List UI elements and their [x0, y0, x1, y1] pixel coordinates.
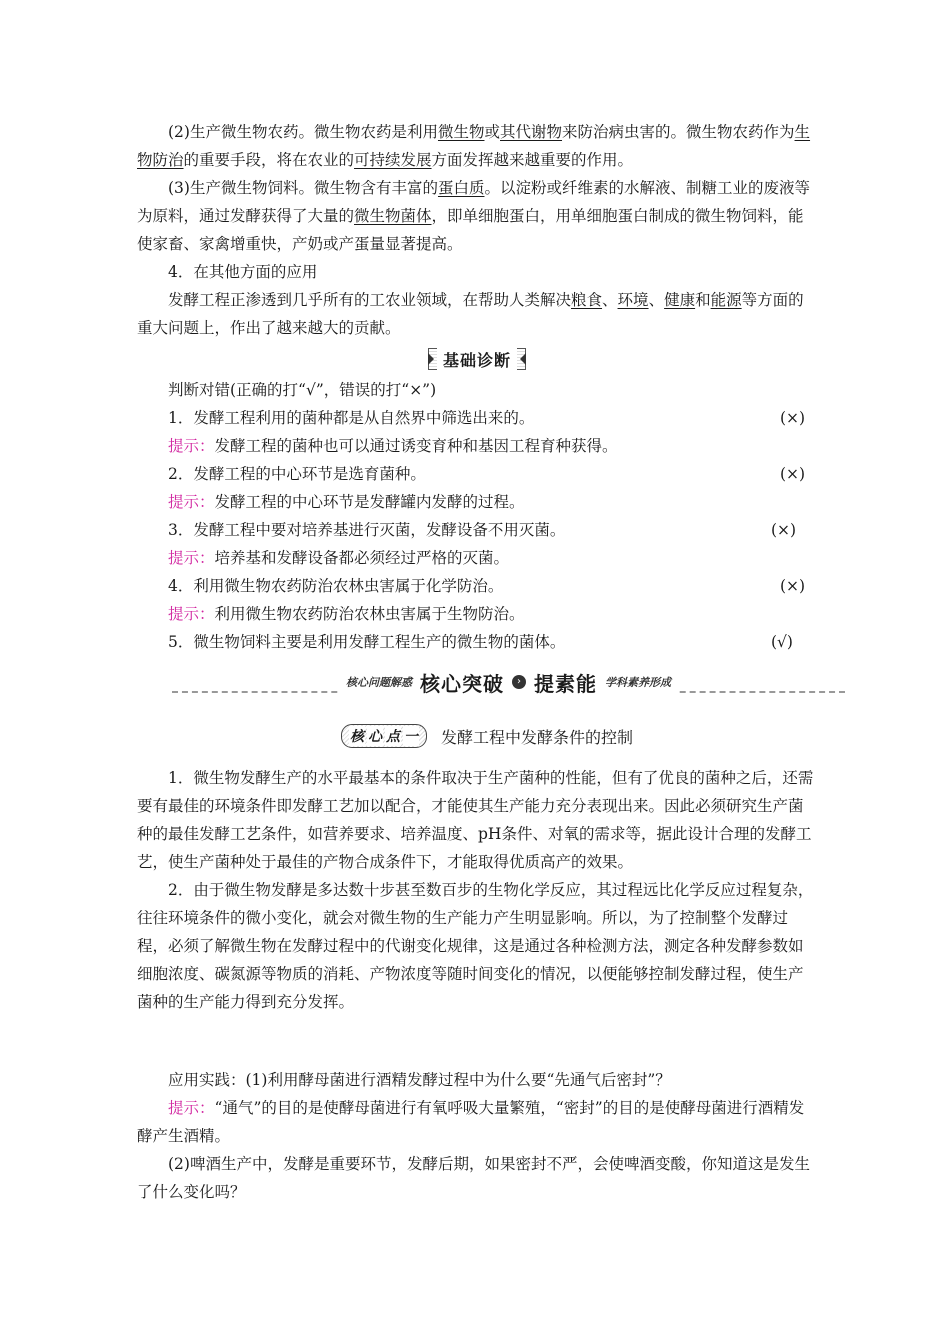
underlined-term: 生物防治	[137, 123, 811, 169]
tip-label: 提示：	[168, 493, 215, 511]
top-section	[137, 118, 817, 656]
banner-left-caption: 核心问题解惑	[346, 676, 412, 689]
paragraph-body-2: 2．由于微生物发酵是多达数十步甚至数百步的生物化学反应，其过程远比化学反应过程复杂，往往环境条件的微小变化，就会对微生物的生产能力产生明显影响。所以，为了控制整个发酵过程，必须了解微生物在发酵过程中的代谢变化规律，这是通过各种检测方法，测定各种发酵参数如细胞浓度、碳氮源等物质的消耗、产物浓度等随时间变化的情况，以便能够控制发酵过程，使生产菌种的生产能力得到充分发挥。	[137, 881, 814, 1011]
tip-line-3: 提示：培养基和发酵设备都必须经过严格的灭菌。	[168, 549, 510, 567]
underlined-term: 其代谢物	[500, 123, 563, 141]
answer-mark: (×)	[771, 521, 797, 539]
underlined-term: 可持续发展	[354, 151, 432, 169]
key-point-title: 发酵工程中发酵条件的控制	[441, 727, 634, 747]
answer-mark: (×)	[780, 577, 806, 595]
practice-tip-1: 提示：“通气”的目的是使酵母菌进行有氧呼吸大量繁殖，“密封”的目的是使酵母菌进行酒精发酵产生酒精。	[137, 1099, 805, 1145]
judgment-item-3	[137, 516, 817, 544]
practice-section	[137, 1066, 817, 1206]
answer-mark: (×)	[780, 409, 806, 427]
hexin-tupo-banner	[172, 667, 845, 697]
practice-question-2: (2)啤酒生产中，发酵是重要环节，发酵后期，如果密封不严，会使啤酒变酸，你知道这是发生了什么变化吗？	[137, 1155, 810, 1201]
judgment-instruction: 判断对错(正确的打“√”，错误的打“×”)	[168, 381, 437, 399]
underlined-term: 能源	[710, 291, 742, 309]
jichu-zhenduan-banner	[137, 342, 817, 376]
key-point-badge: 核 心 点 一	[341, 724, 427, 748]
judgment-item-2	[137, 460, 817, 488]
paragraph-microbial-pesticide: (2)生产微生物农药。微生物农药是利用微生物或其代谢物来防治病虫害的。微生物农药作为生物防治的重要手段，将在农业的可持续发展方面发挥越来越重要的作用。	[137, 123, 811, 169]
body-section	[137, 764, 817, 1016]
question-text: 5．微生物饲料主要是利用发酵工程生产的微生物的菌体。	[168, 633, 566, 651]
banner-right-caption: 学科素养形成	[605, 676, 671, 689]
banner-title-1: 核心突破	[420, 671, 504, 696]
answer-mark: (√)	[771, 633, 793, 651]
judgment-item-1	[137, 404, 817, 432]
underlined-term: 环境	[617, 291, 649, 309]
question-text: 2．发酵工程的中心环节是选育菌种。	[168, 465, 426, 483]
question-text: 4．利用微生物农药防治农林虫害属于化学防治。	[168, 577, 504, 595]
question-text: 3．发酵工程中要对培养基进行灭菌，发酵设备不用灭菌。	[168, 521, 566, 539]
banner-title: 基础诊断	[437, 348, 517, 371]
judgment-item-4	[137, 572, 817, 600]
paragraph-other-applications: 发酵工程正渗透到几乎所有的工农业领域，在帮助人类解决粮食、环境、健康和能源等方面的重大问题上，作出了越来越大的贡献。	[137, 291, 804, 337]
tip-label: 提示：	[168, 549, 215, 567]
tip-label: 提示：	[168, 605, 215, 623]
practice-question-1: 应用实践：(1)利用酵母菌进行酒精发酵过程中为什么要“先通气后密封”？	[168, 1071, 671, 1089]
underlined-term: 微生物	[437, 123, 485, 141]
answer-mark: (×)	[780, 465, 806, 483]
judgment-item-5	[137, 628, 817, 656]
tip-line-4: 提示：利用微生物农药防治农林虫害属于生物防治。	[168, 605, 525, 623]
underlined-term: 粮食	[571, 291, 603, 309]
tip-line-2: 提示：发酵工程的中心环节是发酵罐内发酵的过程。	[168, 493, 525, 511]
paragraph-body-1: 1．微生物发酵生产的水平最基本的条件取决于生产菌种的性能，但有了优良的菌种之后，还需要有最佳的环境条件即发酵工艺加以配合，才能使其生产能力充分表现出来。因此必须研究生产菌种的最佳发酵工艺条件，如营养要求、培养温度、pH条件、对氧的需求等，据此设计合理的发酵工艺，使生产菌种处于最佳的产物合成条件下，才能取得优质高产的效果。	[137, 769, 814, 871]
underlined-term: 微生物菌体	[354, 207, 432, 225]
tip-line-1: 提示：发酵工程的菌种也可以通过诱变育种和基因工程育种获得。	[168, 437, 618, 455]
key-point-heading	[341, 724, 633, 748]
tip-label: 提示：	[168, 1099, 215, 1117]
arrow-icon: ›	[512, 675, 526, 689]
banner-frame	[428, 348, 526, 370]
paragraph-microbial-feed: (3)生产微生物饲料。微生物含有丰富的蛋白质。以淀粉或纤维素的水解液、制糖工业的废液等为原料，通过发酵获得了大量的微生物菌体，即单细胞蛋白，用单细胞蛋白制成的微生物饲料，能使家畜、家禽增重快，产奶或产蛋量显著提高。	[137, 179, 810, 253]
tip-label: 提示：	[168, 437, 215, 455]
underlined-term: 健康	[664, 291, 696, 309]
banner-title-2: 提素能	[534, 671, 597, 696]
heading-other-applications: 4．在其他方面的应用	[168, 263, 318, 281]
underlined-term: 蛋白质	[437, 179, 485, 197]
question-text: 1．发酵工程利用的菌种都是从自然界中筛选出来的。	[168, 409, 535, 427]
